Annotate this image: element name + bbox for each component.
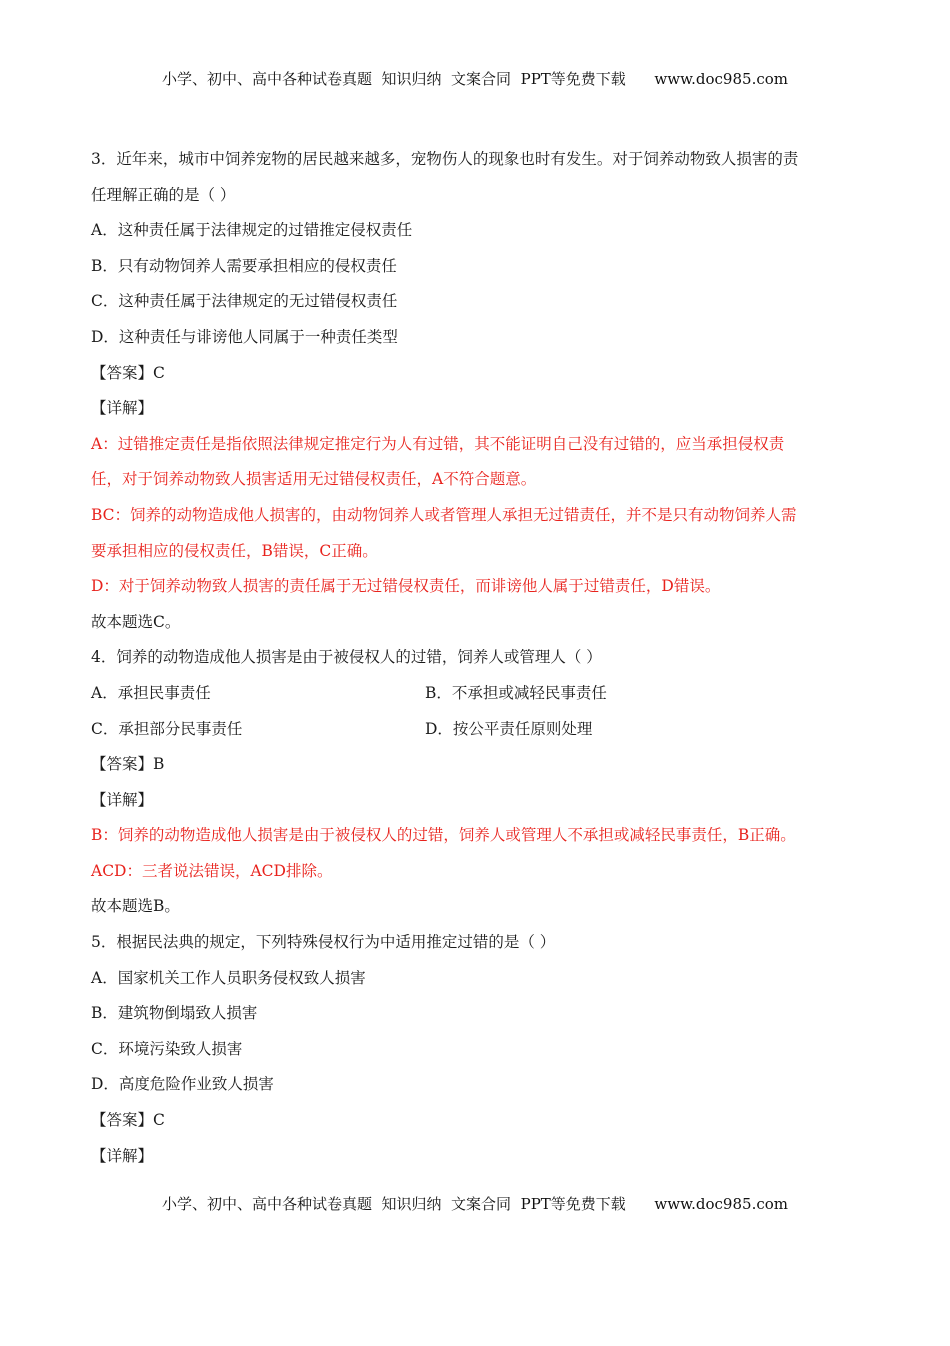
q5-option-b: B．建筑物倒塌致人损害 bbox=[91, 1004, 258, 1023]
q3-option-c: C．这种责任属于法律规定的无过错侵权责任 bbox=[91, 292, 398, 311]
q4-options-row-2 bbox=[91, 712, 861, 748]
q3-answer: 【答案】C bbox=[91, 363, 165, 382]
q3-stem-line2: 任理解正确的是（ ） bbox=[91, 185, 236, 204]
q3-option-b: B．只有动物饲养人需要承担相应的侵权责任 bbox=[91, 256, 397, 275]
q3-explanation-4: 要承担相应的侵权责任，B错误，C正确。 bbox=[91, 541, 378, 560]
q4-conclusion: 故本题选B。 bbox=[91, 897, 180, 916]
q3-conclusion: 故本题选C。 bbox=[91, 612, 181, 631]
q5-option-d: D．高度危险作业致人损害 bbox=[91, 1075, 274, 1094]
page-header: 小学、初中、高中各种试卷真题 知识归纳 文案合同 PPT等免费下载 www.doc985.com bbox=[161, 70, 788, 88]
q3-option-d: D．这种责任与诽谤他人同属于一种责任类型 bbox=[91, 327, 398, 346]
page-footer: 小学、初中、高中各种试卷真题 知识归纳 文案合同 PPT等免费下载 www.doc985.com bbox=[161, 1195, 788, 1213]
q4-option-c: C．承担部分民事责任 bbox=[91, 719, 243, 738]
q5-option-c: C．环境污染致人损害 bbox=[91, 1039, 243, 1058]
q3-explanation-1: A：过错推定责任是指依照法律规定推定行为人有过错，其不能证明自己没有过错的，应当承担侵权责 bbox=[91, 434, 785, 453]
question-5 bbox=[91, 925, 861, 1174]
q4-explanation-2: ACD：三者说法错误，ACD排除。 bbox=[91, 861, 333, 880]
q4-detail-label: 【详解】 bbox=[91, 790, 154, 809]
q4-options-row-1 bbox=[91, 676, 861, 712]
q3-option-a: A．这种责任属于法律规定的过错推定侵权责任 bbox=[91, 221, 413, 240]
q3-detail-label: 【详解】 bbox=[91, 399, 154, 418]
q4-answer: 【答案】B bbox=[91, 755, 165, 774]
q5-detail-label: 【详解】 bbox=[91, 1146, 154, 1165]
question-3 bbox=[91, 142, 861, 640]
q4-option-d: D．按公平责任原则处理 bbox=[425, 719, 593, 738]
q5-option-a: A．国家机关工作人员职务侵权致人损害 bbox=[91, 968, 366, 987]
q3-explanation-3: BC：饲养的动物造成他人损害的，由动物饲养人或者管理人承担无过错责任，并不是只有动物饲养人需 bbox=[91, 505, 797, 524]
q5-stem: 5．根据民法典的规定，下列特殊侵权行为中适用推定过错的是（ ） bbox=[91, 933, 556, 952]
q5-answer: 【答案】C bbox=[91, 1111, 165, 1130]
document-body bbox=[91, 142, 861, 1174]
q4-stem: 4．饲养的动物造成他人损害是由于被侵权人的过错，饲养人或管理人（ ） bbox=[91, 648, 602, 667]
q3-stem-line1: 3．近年来，城市中饲养宠物的居民越来越多，宠物伤人的现象也时有发生。对于饲养动物致人损害的责 bbox=[91, 150, 799, 168]
q3-explanation-5: D：对于饲养动物致人损害的责任属于无过错侵权责任，而诽谤他人属于过错责任，D错误。 bbox=[91, 577, 721, 596]
q4-option-a: A．承担民事责任 bbox=[91, 683, 211, 702]
q4-option-b: B．不承担或减轻民事责任 bbox=[425, 683, 607, 702]
question-4 bbox=[91, 640, 861, 925]
q3-explanation-2: 任，对于饲养动物致人损害适用无过错侵权责任，A不符合题意。 bbox=[91, 470, 537, 489]
q4-explanation-1: B：饲养的动物造成他人损害是由于被侵权人的过错，饲养人或管理人不承担或减轻民事责任，B正确。 bbox=[91, 826, 796, 845]
